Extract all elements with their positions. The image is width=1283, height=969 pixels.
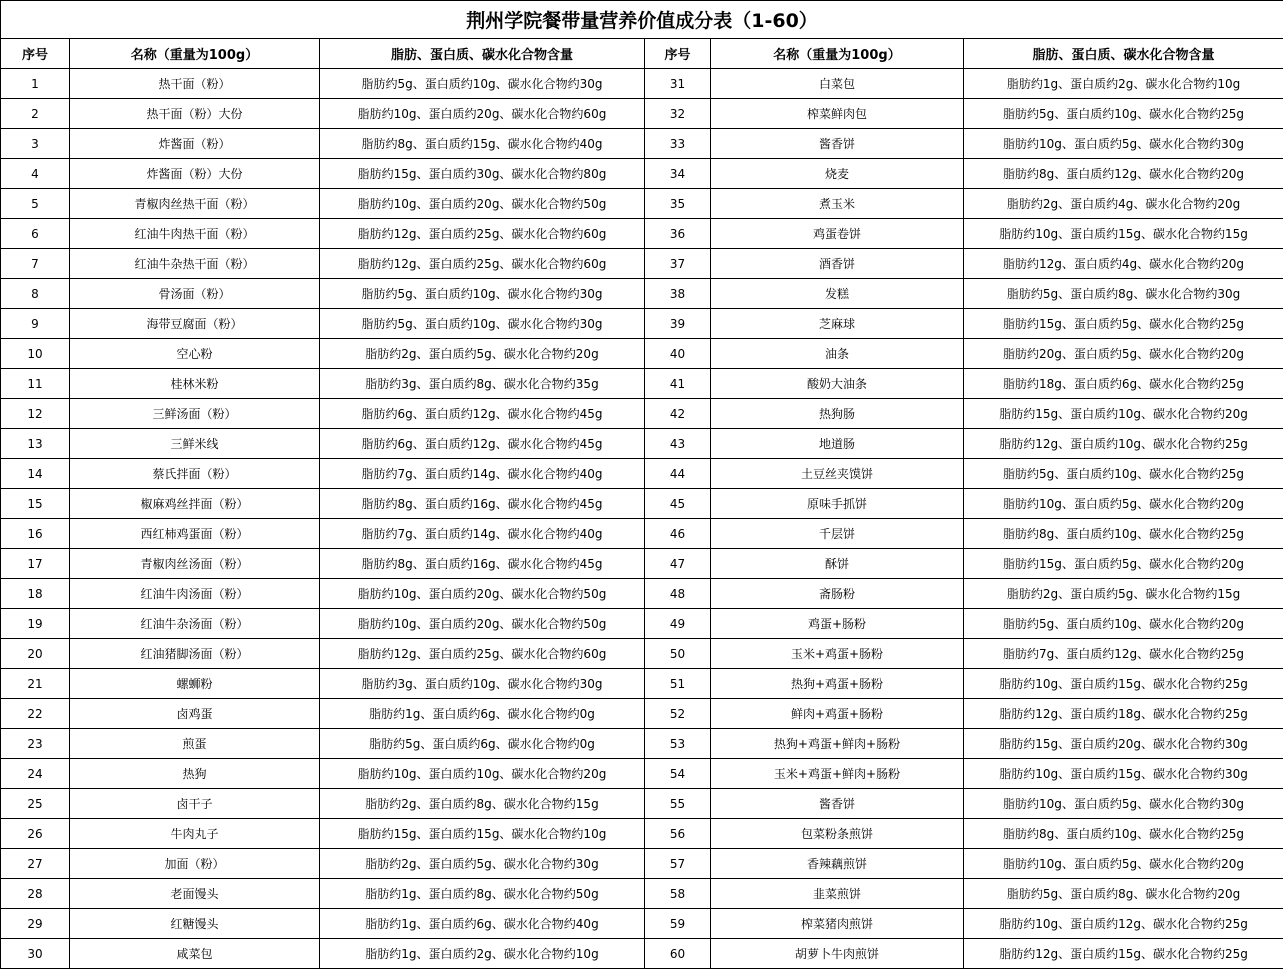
name-cell-left: 海带豆腐面（粉） (70, 309, 320, 339)
nutrition-cell-right: 脂肪约10g、蛋白质约15g、碳水化合物约25g (964, 669, 1283, 699)
index-cell-right: 49 (645, 609, 711, 639)
name-cell-right: 千层饼 (711, 519, 964, 549)
index-cell-left: 6 (1, 219, 70, 249)
index-cell-left: 15 (1, 489, 70, 519)
table-row (1, 99, 1283, 129)
nutrition-cell-left: 脂肪约5g、蛋白质约10g、碳水化合物约30g (320, 279, 645, 309)
name-cell-right: 热狗肠 (711, 399, 964, 429)
index-cell-right: 43 (645, 429, 711, 459)
index-cell-right: 36 (645, 219, 711, 249)
name-cell-left: 三鲜汤面（粉） (70, 399, 320, 429)
index-cell-left: 7 (1, 249, 70, 279)
nutrition-cell-right: 脂肪约8g、蛋白质约10g、碳水化合物约25g (964, 819, 1283, 849)
nutrition-cell-left: 脂肪约1g、蛋白质约6g、碳水化合物约0g (320, 699, 645, 729)
index-cell-left: 29 (1, 909, 70, 939)
name-cell-left: 加面（粉） (70, 849, 320, 879)
nutrition-cell-left: 脂肪约6g、蛋白质约12g、碳水化合物约45g (320, 429, 645, 459)
nutrition-cell-left: 脂肪约8g、蛋白质约16g、碳水化合物约45g (320, 489, 645, 519)
index-cell-left: 20 (1, 639, 70, 669)
name-cell-left: 红油牛杂热干面（粉） (70, 249, 320, 279)
index-cell-left: 10 (1, 339, 70, 369)
table-row (1, 939, 1283, 969)
name-cell-left: 咸菜包 (70, 939, 320, 969)
name-cell-left: 炸酱面（粉）大份 (70, 159, 320, 189)
name-cell-left: 卤鸡蛋 (70, 699, 320, 729)
name-cell-right: 玉米+鸡蛋+肠粉 (711, 639, 964, 669)
nutrition-cell-left: 脂肪约8g、蛋白质约16g、碳水化合物约45g (320, 549, 645, 579)
nutrition-cell-right: 脂肪约10g、蛋白质约5g、碳水化合物约30g (964, 789, 1283, 819)
nutrition-cell-right: 脂肪约10g、蛋白质约15g、碳水化合物约30g (964, 759, 1283, 789)
table-row (1, 459, 1283, 489)
name-cell-left: 红油牛肉热干面（粉） (70, 219, 320, 249)
nutrition-cell-left: 脂肪约10g、蛋白质约20g、碳水化合物约50g (320, 579, 645, 609)
name-cell-right: 土豆丝夹馍饼 (711, 459, 964, 489)
nutrition-cell-left: 脂肪约2g、蛋白质约8g、碳水化合物约15g (320, 789, 645, 819)
name-cell-left: 螺蛳粉 (70, 669, 320, 699)
nutrition-cell-left: 脂肪约15g、蛋白质约30g、碳水化合物约80g (320, 159, 645, 189)
nutrition-cell-left: 脂肪约5g、蛋白质约10g、碳水化合物约30g (320, 69, 645, 99)
nutrition-cell-left: 脂肪约7g、蛋白质约14g、碳水化合物约40g (320, 519, 645, 549)
nutrition-cell-left: 脂肪约6g、蛋白质约12g、碳水化合物约45g (320, 399, 645, 429)
index-cell-left: 9 (1, 309, 70, 339)
index-cell-right: 37 (645, 249, 711, 279)
index-cell-right: 56 (645, 819, 711, 849)
index-cell-right: 52 (645, 699, 711, 729)
name-cell-left: 红油牛肉汤面（粉） (70, 579, 320, 609)
name-cell-left: 煎蛋 (70, 729, 320, 759)
nutrition-cell-left: 脂肪约2g、蛋白质约5g、碳水化合物约20g (320, 339, 645, 369)
nutrition-cell-right: 脂肪约12g、蛋白质约10g、碳水化合物约25g (964, 429, 1283, 459)
header-nutrition-right: 脂肪、蛋白质、碳水化合物含量 (964, 39, 1283, 69)
table-body (1, 69, 1283, 969)
header-nutrition-left: 脂肪、蛋白质、碳水化合物含量 (320, 39, 645, 69)
table-row (1, 729, 1283, 759)
nutrition-cell-right: 脂肪约5g、蛋白质约8g、碳水化合物约20g (964, 879, 1283, 909)
header-row (1, 39, 1283, 69)
name-cell-left: 红油猪脚汤面（粉） (70, 639, 320, 669)
index-cell-right: 57 (645, 849, 711, 879)
nutrition-cell-left: 脂肪约12g、蛋白质约25g、碳水化合物约60g (320, 249, 645, 279)
name-cell-right: 胡萝卜牛肉煎饼 (711, 939, 964, 969)
nutrition-cell-right: 脂肪约8g、蛋白质约12g、碳水化合物约20g (964, 159, 1283, 189)
index-cell-right: 50 (645, 639, 711, 669)
table-row (1, 639, 1283, 669)
table-row (1, 519, 1283, 549)
nutrition-cell-left: 脂肪约15g、蛋白质约15g、碳水化合物约10g (320, 819, 645, 849)
nutrition-cell-left: 脂肪约5g、蛋白质约6g、碳水化合物约0g (320, 729, 645, 759)
index-cell-right: 54 (645, 759, 711, 789)
table-row (1, 579, 1283, 609)
nutrition-cell-left: 脂肪约10g、蛋白质约10g、碳水化合物约20g (320, 759, 645, 789)
table-row (1, 219, 1283, 249)
name-cell-right: 烧麦 (711, 159, 964, 189)
nutrition-cell-right: 脂肪约5g、蛋白质约10g、碳水化合物约25g (964, 99, 1283, 129)
index-cell-right: 42 (645, 399, 711, 429)
name-cell-right: 鸡蛋+肠粉 (711, 609, 964, 639)
nutrition-cell-left: 脂肪约3g、蛋白质约10g、碳水化合物约30g (320, 669, 645, 699)
index-cell-right: 60 (645, 939, 711, 969)
index-cell-right: 53 (645, 729, 711, 759)
index-cell-right: 45 (645, 489, 711, 519)
nutrition-cell-left: 脂肪约2g、蛋白质约5g、碳水化合物约30g (320, 849, 645, 879)
table-row (1, 129, 1283, 159)
nutrition-cell-right: 脂肪约12g、蛋白质约18g、碳水化合物约25g (964, 699, 1283, 729)
index-cell-right: 46 (645, 519, 711, 549)
nutrition-cell-right: 脂肪约1g、蛋白质约2g、碳水化合物约10g (964, 69, 1283, 99)
index-cell-left: 12 (1, 399, 70, 429)
nutrition-cell-right: 脂肪约10g、蛋白质约15g、碳水化合物约15g (964, 219, 1283, 249)
name-cell-left: 牛肉丸子 (70, 819, 320, 849)
index-cell-left: 24 (1, 759, 70, 789)
index-cell-left: 27 (1, 849, 70, 879)
table-row (1, 339, 1283, 369)
table-row (1, 669, 1283, 699)
nutrition-cell-right: 脂肪约8g、蛋白质约10g、碳水化合物约25g (964, 519, 1283, 549)
name-cell-right: 白菜包 (711, 69, 964, 99)
index-cell-left: 5 (1, 189, 70, 219)
table-row (1, 609, 1283, 639)
index-cell-left: 26 (1, 819, 70, 849)
name-cell-right: 酒香饼 (711, 249, 964, 279)
index-cell-right: 39 (645, 309, 711, 339)
table-row (1, 489, 1283, 519)
name-cell-right: 香辣藕煎饼 (711, 849, 964, 879)
table-row (1, 429, 1283, 459)
header-name-left: 名称（重量为100g） (70, 39, 320, 69)
name-cell-left: 红油牛杂汤面（粉） (70, 609, 320, 639)
name-cell-left: 热干面（粉）大份 (70, 99, 320, 129)
name-cell-right: 酱香饼 (711, 129, 964, 159)
nutrition-cell-right: 脂肪约10g、蛋白质约5g、碳水化合物约20g (964, 489, 1283, 519)
index-cell-left: 28 (1, 879, 70, 909)
nutrition-cell-left: 脂肪约8g、蛋白质约15g、碳水化合物约40g (320, 129, 645, 159)
table-row (1, 279, 1283, 309)
name-cell-right: 地道肠 (711, 429, 964, 459)
table-title: 荆州学院餐带量营养价值成分表（1-60） (1, 1, 1283, 39)
index-cell-left: 14 (1, 459, 70, 489)
index-cell-right: 44 (645, 459, 711, 489)
index-cell-right: 55 (645, 789, 711, 819)
index-cell-left: 18 (1, 579, 70, 609)
nutrition-cell-right: 脂肪约10g、蛋白质约5g、碳水化合物约30g (964, 129, 1283, 159)
table-row (1, 369, 1283, 399)
name-cell-left: 蔡氏拌面（粉） (70, 459, 320, 489)
table-row (1, 879, 1283, 909)
name-cell-right: 热狗+鸡蛋+鲜肉+肠粉 (711, 729, 964, 759)
name-cell-right: 韭菜煎饼 (711, 879, 964, 909)
nutrition-cell-right: 脂肪约12g、蛋白质约4g、碳水化合物约20g (964, 249, 1283, 279)
nutrition-cell-left: 脂肪约7g、蛋白质约14g、碳水化合物约40g (320, 459, 645, 489)
table-row (1, 189, 1283, 219)
index-cell-left: 8 (1, 279, 70, 309)
name-cell-right: 芝麻球 (711, 309, 964, 339)
nutrition-cell-left: 脂肪约3g、蛋白质约8g、碳水化合物约35g (320, 369, 645, 399)
index-cell-right: 48 (645, 579, 711, 609)
index-cell-left: 2 (1, 99, 70, 129)
table-row (1, 699, 1283, 729)
nutrition-cell-left: 脂肪约12g、蛋白质约25g、碳水化合物约60g (320, 639, 645, 669)
index-cell-right: 59 (645, 909, 711, 939)
name-cell-left: 青椒肉丝汤面（粉） (70, 549, 320, 579)
index-cell-left: 13 (1, 429, 70, 459)
table-row (1, 819, 1283, 849)
index-cell-left: 17 (1, 549, 70, 579)
title-row (1, 1, 1283, 39)
nutrition-cell-left: 脂肪约1g、蛋白质约6g、碳水化合物约40g (320, 909, 645, 939)
nutrition-cell-right: 脂肪约7g、蛋白质约12g、碳水化合物约25g (964, 639, 1283, 669)
index-cell-right: 35 (645, 189, 711, 219)
name-cell-left: 青椒肉丝热干面（粉） (70, 189, 320, 219)
nutrition-cell-left: 脂肪约5g、蛋白质约10g、碳水化合物约30g (320, 309, 645, 339)
nutrition-cell-right: 脂肪约2g、蛋白质约4g、碳水化合物约20g (964, 189, 1283, 219)
nutrition-cell-right: 脂肪约18g、蛋白质约6g、碳水化合物约25g (964, 369, 1283, 399)
name-cell-left: 炸酱面（粉） (70, 129, 320, 159)
index-cell-right: 47 (645, 549, 711, 579)
table-row (1, 159, 1283, 189)
name-cell-left: 三鲜米线 (70, 429, 320, 459)
index-cell-left: 21 (1, 669, 70, 699)
name-cell-left: 热狗 (70, 759, 320, 789)
name-cell-left: 老面馒头 (70, 879, 320, 909)
index-cell-right: 41 (645, 369, 711, 399)
header-index-right: 序号 (645, 39, 711, 69)
nutrition-cell-right: 脂肪约15g、蛋白质约5g、碳水化合物约20g (964, 549, 1283, 579)
name-cell-right: 热狗+鸡蛋+肠粉 (711, 669, 964, 699)
name-cell-left: 热干面（粉） (70, 69, 320, 99)
name-cell-left: 红糖馒头 (70, 909, 320, 939)
name-cell-right: 斋肠粉 (711, 579, 964, 609)
nutrition-cell-left: 脂肪约12g、蛋白质约25g、碳水化合物约60g (320, 219, 645, 249)
table-row (1, 909, 1283, 939)
table-row (1, 249, 1283, 279)
nutrition-cell-right: 脂肪约5g、蛋白质约10g、碳水化合物约20g (964, 609, 1283, 639)
nutrition-cell-right: 脂肪约10g、蛋白质约12g、碳水化合物约25g (964, 909, 1283, 939)
name-cell-left: 西红柿鸡蛋面（粉） (70, 519, 320, 549)
nutrition-cell-left: 脂肪约1g、蛋白质约2g、碳水化合物约10g (320, 939, 645, 969)
name-cell-left: 空心粉 (70, 339, 320, 369)
index-cell-right: 51 (645, 669, 711, 699)
index-cell-left: 23 (1, 729, 70, 759)
index-cell-right: 58 (645, 879, 711, 909)
index-cell-right: 31 (645, 69, 711, 99)
index-cell-left: 4 (1, 159, 70, 189)
nutrition-cell-right: 脂肪约2g、蛋白质约5g、碳水化合物约15g (964, 579, 1283, 609)
name-cell-right: 玉米+鸡蛋+鲜肉+肠粉 (711, 759, 964, 789)
index-cell-left: 30 (1, 939, 70, 969)
index-cell-right: 40 (645, 339, 711, 369)
index-cell-right: 34 (645, 159, 711, 189)
nutrition-cell-left: 脂肪约10g、蛋白质约20g、碳水化合物约50g (320, 609, 645, 639)
name-cell-right: 榨菜鲜肉包 (711, 99, 964, 129)
index-cell-left: 25 (1, 789, 70, 819)
name-cell-right: 原味手抓饼 (711, 489, 964, 519)
table-row (1, 309, 1283, 339)
name-cell-right: 鸡蛋卷饼 (711, 219, 964, 249)
index-cell-left: 1 (1, 69, 70, 99)
table-row (1, 399, 1283, 429)
index-cell-left: 3 (1, 129, 70, 159)
index-cell-right: 32 (645, 99, 711, 129)
index-cell-right: 38 (645, 279, 711, 309)
nutrition-cell-right: 脂肪约20g、蛋白质约5g、碳水化合物约20g (964, 339, 1283, 369)
nutrition-cell-left: 脂肪约1g、蛋白质约8g、碳水化合物约50g (320, 879, 645, 909)
nutrition-cell-right: 脂肪约15g、蛋白质约10g、碳水化合物约20g (964, 399, 1283, 429)
index-cell-left: 11 (1, 369, 70, 399)
table-row (1, 789, 1283, 819)
name-cell-right: 鲜肉+鸡蛋+肠粉 (711, 699, 964, 729)
nutrition-cell-right: 脂肪约12g、蛋白质约15g、碳水化合物约25g (964, 939, 1283, 969)
index-cell-left: 19 (1, 609, 70, 639)
table-row (1, 69, 1283, 99)
index-cell-left: 22 (1, 699, 70, 729)
name-cell-left: 椒麻鸡丝拌面（粉） (70, 489, 320, 519)
nutrition-cell-right: 脂肪约15g、蛋白质约20g、碳水化合物约30g (964, 729, 1283, 759)
name-cell-right: 煮玉米 (711, 189, 964, 219)
name-cell-right: 榨菜猪肉煎饼 (711, 909, 964, 939)
name-cell-left: 桂林米粉 (70, 369, 320, 399)
name-cell-right: 油条 (711, 339, 964, 369)
table-row (1, 759, 1283, 789)
header-index-left: 序号 (1, 39, 70, 69)
header-name-right: 名称（重量为100g） (711, 39, 964, 69)
name-cell-right: 酱香饼 (711, 789, 964, 819)
name-cell-right: 酸奶大油条 (711, 369, 964, 399)
name-cell-left: 卤干子 (70, 789, 320, 819)
index-cell-left: 16 (1, 519, 70, 549)
name-cell-right: 发糕 (711, 279, 964, 309)
name-cell-right: 包菜粉条煎饼 (711, 819, 964, 849)
name-cell-left: 骨汤面（粉） (70, 279, 320, 309)
nutrition-cell-right: 脂肪约5g、蛋白质约8g、碳水化合物约30g (964, 279, 1283, 309)
nutrition-cell-left: 脂肪约10g、蛋白质约20g、碳水化合物约60g (320, 99, 645, 129)
nutrition-cell-right: 脂肪约15g、蛋白质约5g、碳水化合物约25g (964, 309, 1283, 339)
nutrition-cell-right: 脂肪约10g、蛋白质约5g、碳水化合物约20g (964, 849, 1283, 879)
table-row (1, 549, 1283, 579)
index-cell-right: 33 (645, 129, 711, 159)
nutrition-cell-left: 脂肪约10g、蛋白质约20g、碳水化合物约50g (320, 189, 645, 219)
nutrition-cell-right: 脂肪约5g、蛋白质约10g、碳水化合物约25g (964, 459, 1283, 489)
name-cell-right: 酥饼 (711, 549, 964, 579)
table-row (1, 849, 1283, 879)
